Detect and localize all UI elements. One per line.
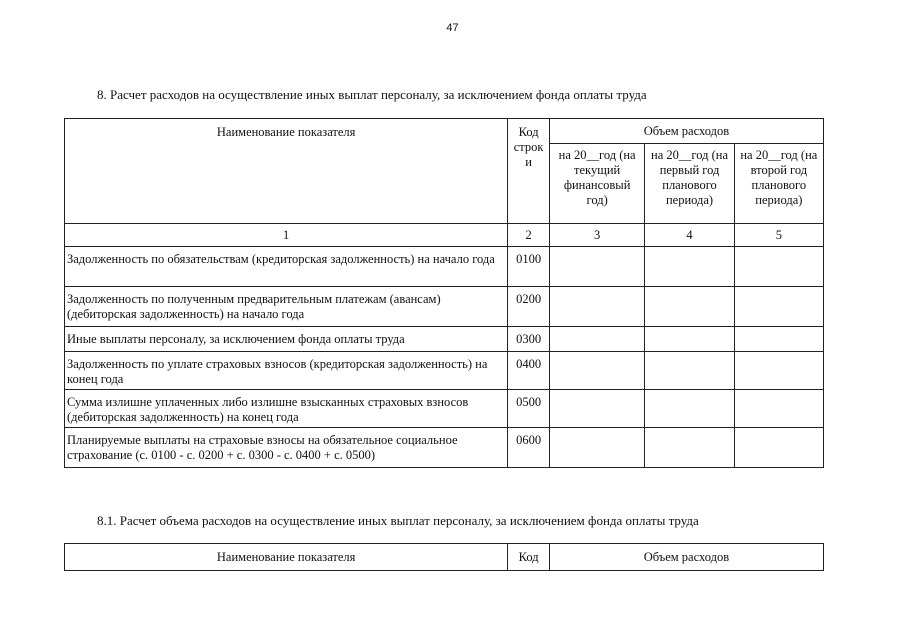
table-row <box>65 247 824 287</box>
row-code: 0500 <box>508 390 550 428</box>
section-8-1-title: 8.1. Расчет объема расходов на осуществление иных выплат персоналу, за исключением фонда оплаты труда <box>97 513 699 528</box>
header-current-year: на 20__год (на текущий финансовый год) <box>549 144 645 224</box>
row-code: 0100 <box>508 247 550 287</box>
section-8-title: 8. Расчет расходов на осуществление иных выплат персоналу, за исключением фонда оплаты труда <box>97 87 647 102</box>
column-number: 5 <box>734 224 823 247</box>
value-cell-current-year[interactable] <box>549 352 645 390</box>
value-cell-second-plan-year[interactable] <box>734 287 823 327</box>
value-cell-second-plan-year[interactable] <box>734 327 823 352</box>
column-number-row <box>65 224 824 247</box>
header-first-plan-year: на 20__год (на первый год планового периода) <box>645 144 734 224</box>
value-cell-first-plan-year[interactable] <box>645 247 734 287</box>
value-cell-first-plan-year[interactable] <box>645 287 734 327</box>
value-cell-first-plan-year[interactable] <box>645 327 734 352</box>
column-number: 2 <box>508 224 550 247</box>
value-cell-current-year[interactable] <box>549 287 645 327</box>
value-cell-current-year[interactable] <box>549 390 645 428</box>
row-name: Задолженность по полученным предварительным платежам (авансам) (дебиторская задолженность) на начало года <box>65 287 508 327</box>
header-indicator-name: Наименование показателя <box>65 119 508 224</box>
row-name: Задолженность по уплате страховых взносов (кредиторская задолженность) на конец года <box>65 352 508 390</box>
header-row <box>65 544 824 571</box>
row-code: 0400 <box>508 352 550 390</box>
row-name: Задолженность по обязательствам (кредиторская задолженность) на начало года <box>65 247 508 287</box>
header-row <box>65 119 824 144</box>
value-cell-second-plan-year[interactable] <box>734 390 823 428</box>
row-code: 0600 <box>508 428 550 468</box>
header-expense-volume: Объем расходов <box>549 544 823 571</box>
value-cell-first-plan-year[interactable] <box>645 390 734 428</box>
page-number: 47 <box>446 22 459 34</box>
value-cell-second-plan-year[interactable] <box>734 247 823 287</box>
table-row <box>65 428 824 468</box>
row-name: Иные выплаты персоналу, за исключением фонда оплаты труда <box>65 327 508 352</box>
value-cell-current-year[interactable] <box>549 428 645 468</box>
row-name: Планируемые выплаты на страховые взносы на обязательное социальное страхование (с. 0100 - с. 0200 + с. 0300 - с. 0400 + с. 0500) <box>65 428 508 468</box>
row-code: 0300 <box>508 327 550 352</box>
value-cell-second-plan-year[interactable] <box>734 428 823 468</box>
expense-calculation-table <box>64 118 824 468</box>
value-cell-first-plan-year[interactable] <box>645 428 734 468</box>
value-cell-current-year[interactable] <box>549 247 645 287</box>
table-row <box>65 352 824 390</box>
column-number: 4 <box>645 224 734 247</box>
row-code: 0200 <box>508 287 550 327</box>
header-line-code: Код строк и <box>508 119 550 224</box>
row-name: Сумма излишне уплаченных либо излишне взысканных страховых взносов (дебиторская задолженность) на конец года <box>65 390 508 428</box>
header-code: Код <box>508 544 550 571</box>
column-number: 1 <box>65 224 508 247</box>
table-row <box>65 287 824 327</box>
header-indicator-name: Наименование показателя <box>65 544 508 571</box>
table-row <box>65 390 824 428</box>
value-cell-first-plan-year[interactable] <box>645 352 734 390</box>
header-second-plan-year: на 20__год (на второй год планового периода) <box>734 144 823 224</box>
value-cell-current-year[interactable] <box>549 327 645 352</box>
header-expense-volume: Объем расходов <box>549 119 823 144</box>
value-cell-second-plan-year[interactable] <box>734 352 823 390</box>
column-number: 3 <box>549 224 645 247</box>
table-row <box>65 327 824 352</box>
expense-volume-table <box>64 543 824 571</box>
